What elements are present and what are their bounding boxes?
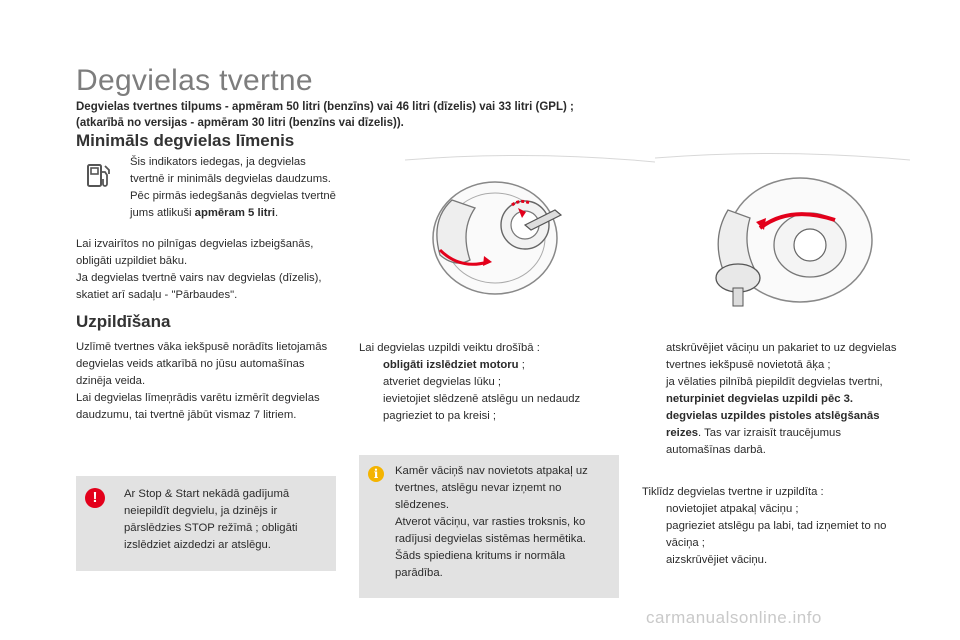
step-1-end: ; <box>518 359 525 371</box>
mid-lead: Lai degvielas uzpildi veiktu drošībā : <box>359 342 540 354</box>
after-2: pagrieziet atslēgu pa labi, tad izņemiet to no vāciņa ; <box>666 520 887 549</box>
indicator-end: . <box>275 207 279 219</box>
step-item <box>359 374 619 391</box>
steps-list-mid <box>359 357 619 425</box>
intro-line-2: (atkarībā no versijas - apmēram 30 litri (benzīns vai dīzelis)). <box>76 117 404 129</box>
watermark: carmanualsonline.info <box>646 608 822 627</box>
step-4: atskrūvējiet vāciņu un pakariet to uz degvielas tvertnes iekšpusē novietotā āķa ; <box>666 342 897 371</box>
steps-list-right <box>642 340 907 459</box>
steps-list-after <box>642 501 907 569</box>
min-level-line-2: Ja degvielas tvertnē vairs nav degvielas (dīzelis), skatiet arī sadaļu - "Pārbaudes". <box>76 272 322 301</box>
step-item <box>642 374 907 459</box>
filling-steps-right <box>642 340 907 459</box>
info-line-2: Atverot vāciņu, var rasties troksnis, ko radījusi degvielas sistēmas hermētika. Šāds spiediena kritums ir normāla parādība. <box>395 516 586 579</box>
after-1: novietojiet atpakaļ vāciņu ; <box>666 503 799 515</box>
filling-steps-mid <box>359 340 619 425</box>
fuel-flap-key-illustration <box>400 150 660 315</box>
step-5-end: . Tas var izraisīt traucējumus automašīnas darbā. <box>666 427 841 456</box>
step-2: atveriet degvielas lūku ; <box>383 376 502 388</box>
min-level-more <box>76 236 351 304</box>
step-item <box>642 552 907 569</box>
page-title: Degvielas tvertne <box>76 64 313 97</box>
filling-desc-line-2: Lai degvielas līmeņrādis varētu izmērīt degvielas daudzumu, tai tvertnē jābūt vismaz 7 litriem. <box>76 392 320 421</box>
step-1-bold: obligāti izslēdziet motoru <box>383 359 519 371</box>
indicator-text: Šis indikators iedegas, ja degvielas tvertnē ir minimāls degvielas daudzums. Pēc pirmās iedegšanās degvielas tvertnē jums atlikuši <box>130 156 336 219</box>
step-item <box>642 501 907 518</box>
section-heading-filling: Uzpildīšana <box>76 312 171 331</box>
info-line-1: Kamēr vāciņš nav novietots atpakaļ uz tvertnes, atslēgu nevar izņemt no slēdzenes. <box>395 465 588 511</box>
step-5-a: ja vēlaties pilnībā piepildīt degvielas tvertni, <box>666 376 883 388</box>
after-lead: Tiklīdz degvielas tvertne ir uzpildīta : <box>642 486 824 498</box>
fuel-pump-icon <box>84 160 114 190</box>
indicator-description <box>130 154 340 222</box>
min-level-line-1: Lai izvairītos no pilnīgas degvielas izbeigšanās, obligāti uzpildiet bāku. <box>76 238 314 267</box>
fuel-cap-hook-illustration <box>650 150 915 315</box>
after-filling-steps <box>642 484 907 569</box>
intro-text <box>76 99 636 131</box>
step-item <box>359 391 619 425</box>
step-3: ievietojiet slēdzenē atslēgu un nedaudz pagrieziet to pa kreisi ; <box>383 393 581 422</box>
intro-line-1: Degvielas tvertnes tilpums - apmēram 50 litri (benzīns) vai 46 litri (dīzelis) vai 33 litri (GPL) ; <box>76 101 574 113</box>
after-3: aizskrūvējiet vāciņu. <box>666 554 768 566</box>
info-text <box>395 463 610 582</box>
step-item <box>642 340 907 374</box>
info-icon: i <box>368 466 384 482</box>
section-heading-min-level: Minimāls degvielas līmenis <box>76 131 295 150</box>
step-item <box>359 357 619 374</box>
filling-description <box>76 339 336 424</box>
step-5-bold: neturpiniet degvielas uzpildi pēc 3. degvielas uzpildes pistoles atslēgšanās reizes <box>666 393 880 439</box>
filling-desc-line-1: Uzlīmē tvertnes vāka iekšpusē norādīts lietojamās degvielas veids atkarībā no jūsu automašīnas dzinēja veida. <box>76 341 328 387</box>
indicator-bold: apmēram 5 litri <box>194 207 276 219</box>
step-item <box>642 518 907 552</box>
warning-text: Ar Stop & Start nekādā gadījumā neiepildīt degvielu, ja dzinējs ir pārslēdzies STOP režīmā ; obligāti izslēdziet aizdedzi ar atslēgu. <box>124 488 298 551</box>
warning-icon: ! <box>85 488 105 508</box>
